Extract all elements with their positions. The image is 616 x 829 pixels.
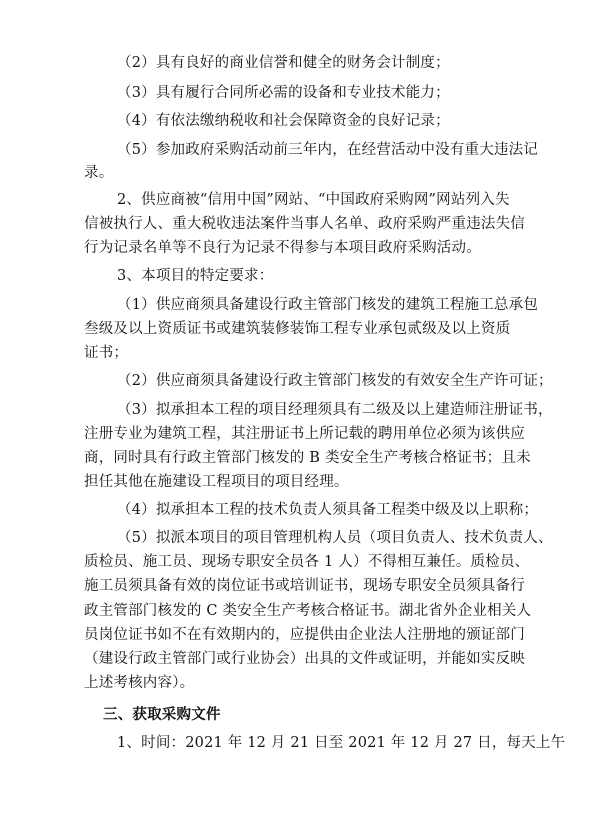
text-line: 行为记录名单等不良行为记录不得参与本项目政府采购活动。 bbox=[84, 240, 481, 256]
text-line: （3）具有履行合同所必需的设备和专业技术能力； bbox=[117, 85, 450, 101]
text-line: 录。 bbox=[84, 165, 114, 181]
text-line: （4）拟承担本工程的技术负责人须具备工程类中级及以上职称； bbox=[117, 502, 539, 518]
text-line: 信被执行人、重大税收违法案件当事人名单、政府采购严重违法失信 bbox=[84, 216, 525, 232]
text-line: （2）供应商须具备建设行政主管部门核发的有效安全生产许可证； bbox=[117, 373, 553, 389]
text-line: 商，同时具有行政主管部门核发的 B 类安全生产考核合格证书；且未 bbox=[84, 450, 531, 466]
text-line: 注册专业为建筑工程，其注册证书上所记载的聘用单位必须为该供应 bbox=[84, 426, 525, 442]
text-line: 员岗位证书如不在有效期内的，应提供由企业法人注册地的颁证部门 bbox=[84, 627, 525, 643]
text-line: 证书； bbox=[84, 345, 129, 361]
text-line: 政主管部门核发的 C 类安全生产考核合格证书。湖北省外企业相关人 bbox=[84, 603, 532, 619]
text-line: （1）供应商须具备建设行政主管部门核发的建筑工程施工总承包 bbox=[117, 297, 539, 313]
text-line: 上述考核内容）。 bbox=[84, 675, 195, 691]
text-line: （5）拟派本项目的项目管理机构人员（项目负责人、技术负责人、 bbox=[117, 530, 553, 546]
text-line: 2、供应商被“信用中国”网站、“中国政府采购网”网站列入失 bbox=[117, 192, 510, 208]
text-line: 担任其他在施建设工程项目的项目经理。 bbox=[84, 474, 349, 490]
text-line: 3、本项目的特定要求： bbox=[117, 268, 274, 284]
text-line: 施工员须具备有效的岗位证书或培训证书，现场专职安全员须具备行 bbox=[84, 578, 525, 594]
text-line: （2）具有良好的商业信誉和健全的财务会计制度； bbox=[117, 55, 450, 71]
section-heading: 三、获取采购文件 bbox=[103, 707, 221, 723]
text-line: （建设行政主管部门或行业协会）出具的文件或证明，并能如实反映 bbox=[84, 651, 525, 667]
text-line: （4）有依法缴纳税收和社会保障资金的良好记录； bbox=[117, 113, 450, 129]
text-line: 叁级及以上资质证书或建筑装修装饰工程专业承包贰级及以上资质 bbox=[84, 321, 511, 337]
text-line: 质检员、施工员、现场专职安全员各 1 人）不得相互兼任。质检员、 bbox=[84, 554, 530, 570]
text-line: 1、时间：2021 年 12 月 21 日至 2021 年 12 月 27 日，每天上午 bbox=[117, 735, 566, 751]
text-line: （5）参加政府采购活动前三年内，在经营活动中没有重大违法记 bbox=[117, 142, 539, 158]
text-line: （3）拟承担本工程的项目经理须具有二级及以上建造师注册证书， bbox=[117, 402, 553, 418]
